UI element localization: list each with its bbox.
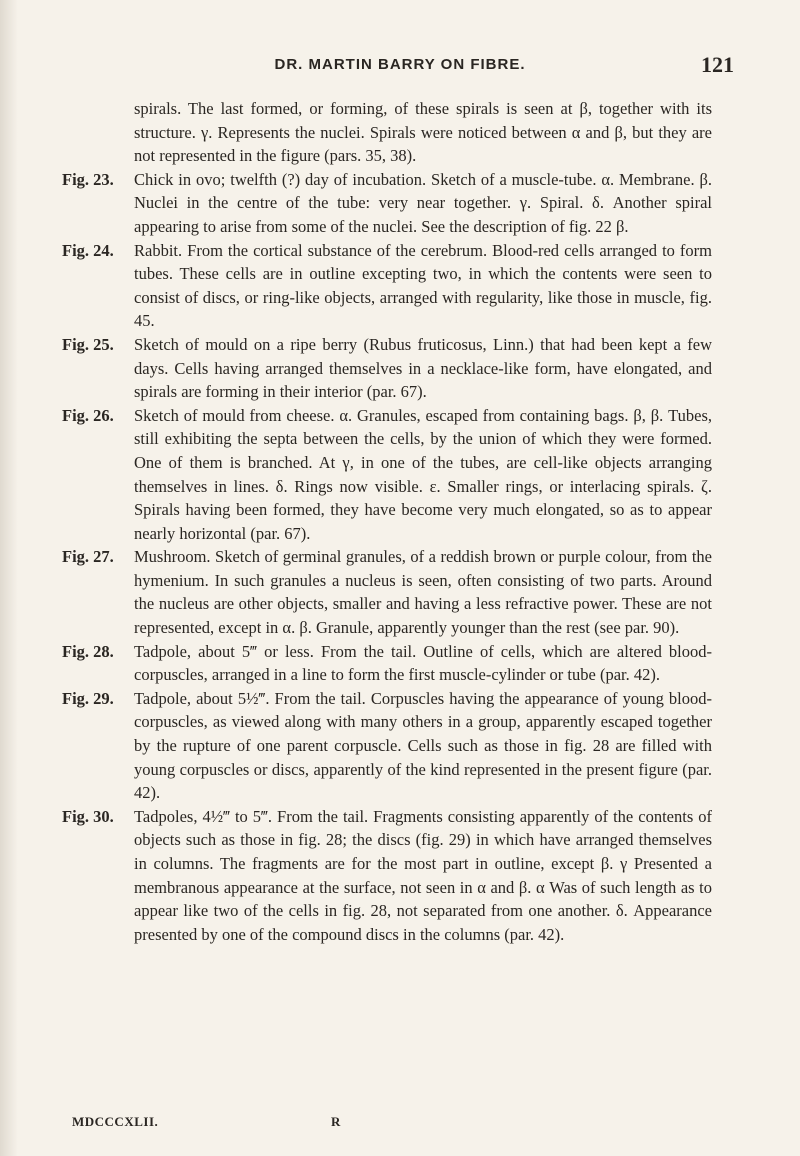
body-text (62, 97, 712, 946)
figure-entry-30 (62, 805, 712, 947)
figure-entry-27 (62, 545, 712, 639)
figure-description: Chick in ovo; twelfth (?) day of incubation. Sketch of a muscle-tube. α. Membrane. β. Nuclei in the centre of the tube: very near together. γ. Spiral. δ. Another spiral appearing to arise from some of the nuclei. See the description of fig. 22 β. (134, 169, 712, 236)
figure-entry-25 (62, 333, 712, 404)
figure-description: Mushroom. Sketch of germinal granules, of a reddish brown or purple colour, from the hymenium. In such granules a nucleus is seen, often consisting of two parts. Around the nucleus are other objects, smaller and having a less refractive power. These are not represented, except in α. β. Granule, apparently younger than the rest (see par. 90). (134, 547, 712, 638)
figure-label: Fig. 27. (62, 547, 114, 567)
running-head: DR. MARTIN BARRY ON FIBRE. (274, 56, 526, 73)
figure-label: Fig. 23. (62, 169, 114, 189)
figure-label: Fig. 29. (62, 688, 114, 708)
figure-description: Tadpole, about 5½‴. From the tail. Corpuscles having the appearance of young blood-corpuscles, as viewed along with many others in a group, apparently escaped together by the rupture of one parent corpuscle. Cells such as those in fig. 28 are filled with young corpuscles or discs, apparently of the kind represented in the present figure (par. 42). (134, 688, 712, 803)
figure-description: Sketch of mould from cheese. α. Granules, escaped from containing bags. β, β. Tubes, still exhibiting the septa between the cells, by the union of which they were formed. One of them is branched. At γ, in one of the tubes, are cell-like objects arranging themselves in lines. δ. Rings now visible. ε. Smaller rings, or interlacing spirals. ζ. Spirals having been formed, they have become very much elongated, so as to appear nearly horizontal (par. 67). (134, 405, 712, 543)
signature-mark: MDCCCXLII. (72, 1114, 159, 1129)
figure-entry-28 (62, 640, 712, 687)
page-number: 121 (701, 52, 734, 77)
figure-description: Tadpoles, 4½‴ to 5‴. From the tail. Fragments consisting apparently of the contents of objects such as those in fig. 28; the discs (fig. 29) in which have arranged themselves in columns. The fragments are for the most part in outline, except β. γ Presented a membranous appearance at the surface, not seen in α and β. α Was of such length as to appear like two of the cells in fig. 28, not separated from one another. δ. Appearance presented by one of the compound discs in the columns (par. 42). (134, 806, 712, 944)
figure-entry-24 (62, 239, 712, 333)
figure-label: Fig. 25. (62, 334, 114, 354)
figure-label: Fig. 24. (62, 240, 114, 260)
figure-label: Fig. 30. (62, 806, 114, 826)
figure-entry-26 (62, 404, 712, 546)
figure-description: Sketch of mould on a ripe berry (Rubus fruticosus, Linn.) that had been kept a few days. Cells having arranged themselves in a necklace-like form, have elongated, and spirals are forming in their interior (par. 67). (134, 334, 712, 402)
figure-label: Fig. 28. (62, 641, 114, 661)
figure-entry-29 (62, 687, 712, 805)
figure-description: Rabbit. From the cortical substance of the cerebrum. Blood-red cells arranged to form tubes. These cells are in outline excepting two, in which the contents were seen to consist of discs, or ring-like objects, arranged with regularity, like those in muscle, fig. 45. (134, 240, 712, 331)
sheet-mark: R (331, 1114, 341, 1129)
page-header (0, 52, 800, 82)
intro-paragraph: spirals. The last formed, or forming, of these spirals is seen at β, together with its structure. γ. Represents the nuclei. Spirals were noticed between α and β, but they are not represented in the figure (pars. 35, 38). (134, 99, 712, 166)
page-gutter-shadow (0, 0, 18, 1156)
figure-entry-23 (62, 168, 712, 239)
figure-description: Tadpole, about 5‴ or less. From the tail. Outline of cells, which are altered blood-corpuscles, arranged in a line to form the first muscle-cylinder or tube (par. 42). (134, 641, 712, 685)
figure-label: Fig. 26. (62, 405, 114, 425)
